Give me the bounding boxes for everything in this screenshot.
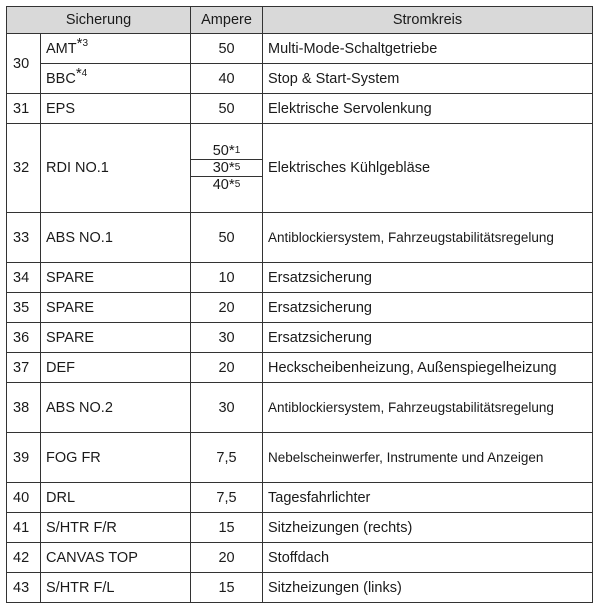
fuse-name: RDI NO.1 (41, 124, 191, 213)
table-row (7, 293, 593, 323)
footnote: *3 (76, 34, 89, 52)
table-row (7, 213, 593, 263)
table-row (7, 263, 593, 293)
fuse-name: SPARE (41, 293, 191, 323)
fuse-ampere: 20 (191, 543, 263, 573)
fuse-number: 39 (7, 433, 41, 483)
table-row (7, 353, 593, 383)
fuse-name: SPARE (41, 323, 191, 353)
fuse-ampere: 50 (191, 34, 263, 64)
fuse-number: 36 (7, 323, 41, 353)
table-row (7, 543, 593, 573)
fuse-circuit: Elektrische Servolenkung (263, 94, 593, 124)
fuse-circuit: Antiblockiersystem, Fahrzeugstabilitätsregelung (263, 383, 593, 433)
fuse-ampere: 50 (191, 213, 263, 263)
ampere-option: 50 *1 (191, 143, 262, 160)
fuse-number: 38 (7, 383, 41, 433)
fuse-number: 31 (7, 94, 41, 124)
header-circuit: Stromkreis (263, 7, 593, 34)
fuse-ampere: 10 (191, 263, 263, 293)
fuse-number: 37 (7, 353, 41, 383)
fuse-name: ABS NO.2 (41, 383, 191, 433)
fuse-circuit: Stoffdach (263, 543, 593, 573)
fuse-table-container (6, 6, 593, 603)
fuse-ampere: 15 (191, 513, 263, 543)
table-row (7, 483, 593, 513)
table-row (7, 573, 593, 603)
fuse-name: CANVAS TOP (41, 543, 191, 573)
fuse-number: 35 (7, 293, 41, 323)
fuse-ampere: 30 (191, 383, 263, 433)
table-row (7, 34, 593, 64)
fuse-circuit: Multi-Mode-Schaltgetriebe (263, 34, 593, 64)
asterisk-icon: * (228, 142, 235, 159)
fuse-name: DEF (41, 353, 191, 383)
fuse-circuit: Stop & Start-System (263, 64, 593, 94)
header-ampere: Ampere (191, 7, 263, 34)
fuse-circuit: Ersatzsicherung (263, 293, 593, 323)
fuse-name: BBC$^{*4}$ (41, 64, 191, 94)
fuse-circuit: Antiblockiersystem, Fahrzeugstabilitätsregelung (263, 213, 593, 263)
fuse-number: 30 (7, 34, 41, 94)
fuse-name: SPARE (41, 263, 191, 293)
table-row (7, 94, 593, 124)
fuse-ampere-options (191, 124, 263, 213)
fuse-circuit: Elektrisches Kühlgebläse (263, 124, 593, 213)
asterisk-icon: * (228, 159, 235, 176)
fuse-number: 32 (7, 124, 41, 213)
table-row (7, 323, 593, 353)
fuse-circuit: Heckscheibenheizung, Außenspiegelheizung (263, 353, 593, 383)
fuse-number: 43 (7, 573, 41, 603)
table-row (7, 124, 593, 213)
fuse-circuit: Nebelscheinwerfer, Instrumente und Anzeigen (263, 433, 593, 483)
fuse-number: 33 (7, 213, 41, 263)
fuse-ampere: 15 (191, 573, 263, 603)
fuse-number: 34 (7, 263, 41, 293)
fuse-name: EPS (41, 94, 191, 124)
fuse-circuit: Sitzheizungen (rechts) (263, 513, 593, 543)
fuse-name: AMT$^{*3}$ (41, 34, 191, 64)
footnote: *4 (75, 64, 88, 82)
fuse-ampere: 20 (191, 353, 263, 383)
ampere-option: 30 *5 (191, 160, 262, 177)
fuse-name: DRL (41, 483, 191, 513)
ampere-option: 40 *5 (212, 176, 241, 193)
table-row (7, 433, 593, 483)
fuse-number: 41 (7, 513, 41, 543)
table-row (7, 513, 593, 543)
header-fuse: Sicherung (7, 7, 191, 34)
table-row (7, 383, 593, 433)
fuse-number: 42 (7, 543, 41, 573)
asterisk-icon: * (75, 64, 82, 82)
fuse-circuit: Ersatzsicherung (263, 263, 593, 293)
fuse-name: FOG FR (41, 433, 191, 483)
asterisk-icon: * (228, 176, 235, 193)
fuse-ampere: 7,5 (191, 483, 263, 513)
table-row (7, 64, 593, 94)
fuse-ampere: 20 (191, 293, 263, 323)
fuse-circuit: Ersatzsicherung (263, 323, 593, 353)
fuse-ampere: 30 (191, 323, 263, 353)
asterisk-icon: * (76, 34, 83, 52)
fuse-name: S/HTR F/R (41, 513, 191, 543)
header-row (7, 7, 593, 34)
fuse-circuit: Sitzheizungen (links) (263, 573, 593, 603)
fuse-ampere: 7,5 (191, 433, 263, 483)
fuse-name: S/HTR F/L (41, 573, 191, 603)
fuse-number: 40 (7, 483, 41, 513)
fuse-name: ABS NO.1 (41, 213, 191, 263)
fuse-circuit: Tagesfahrlichter (263, 483, 593, 513)
fuse-ampere: 40 (191, 64, 263, 94)
fuse-table (6, 6, 593, 603)
fuse-ampere: 50 (191, 94, 263, 124)
